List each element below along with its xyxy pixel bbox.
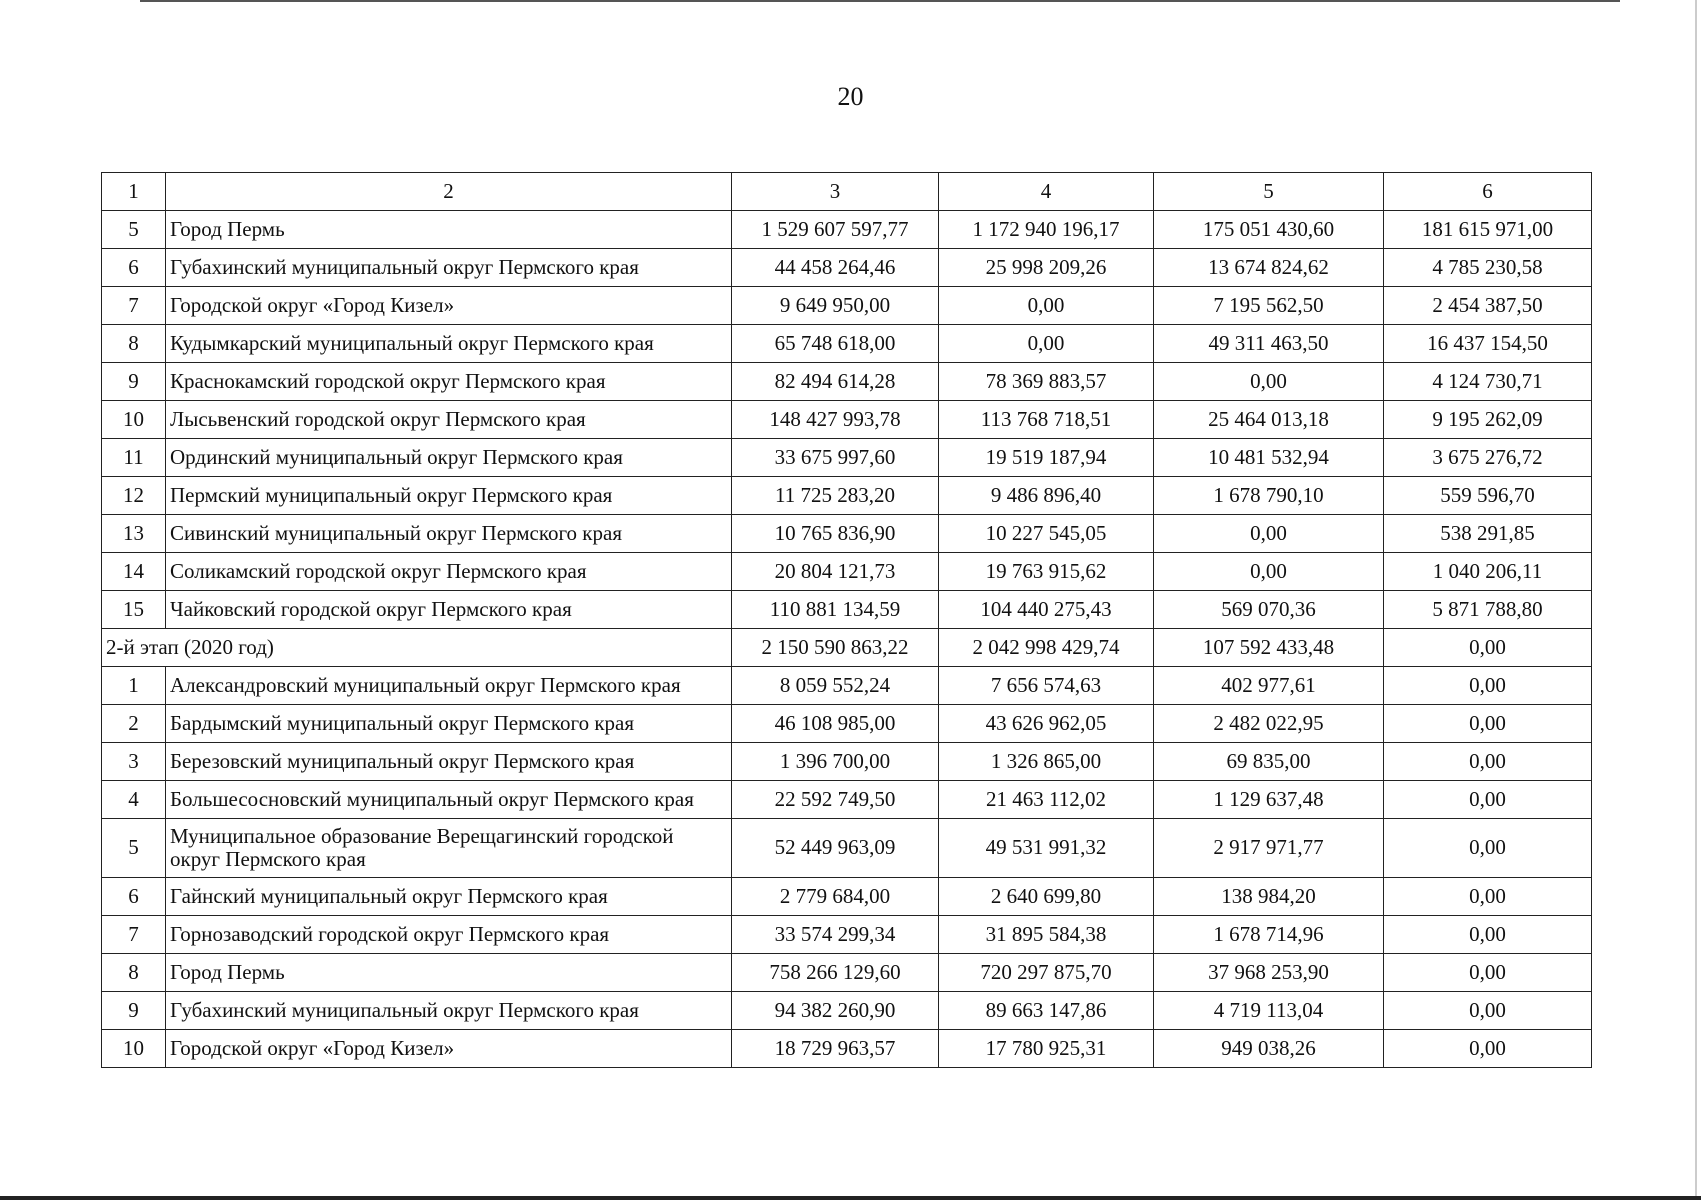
value-col-5: 25 464 013,18 xyxy=(1154,401,1384,439)
value-col-5: 69 835,00 xyxy=(1154,743,1384,781)
value-col-4: 9 486 896,40 xyxy=(939,477,1154,515)
municipality-name: Горнозаводский городской округ Пермского края xyxy=(166,916,732,954)
table-row xyxy=(102,401,1592,439)
row-number: 8 xyxy=(102,954,166,992)
value-col-6: 9 195 262,09 xyxy=(1384,401,1592,439)
value-col-4: 21 463 112,02 xyxy=(939,781,1154,819)
value-col-4: 89 663 147,86 xyxy=(939,992,1154,1030)
stage-total-col-3: 2 150 590 863,22 xyxy=(732,629,939,667)
row-number: 8 xyxy=(102,325,166,363)
value-col-5: 2 917 971,77 xyxy=(1154,819,1384,878)
municipality-name: Ординский муниципальный округ Пермского края xyxy=(166,439,732,477)
value-col-4: 1 326 865,00 xyxy=(939,743,1154,781)
table-row xyxy=(102,1030,1592,1068)
row-number: 12 xyxy=(102,477,166,515)
value-col-3: 20 804 121,73 xyxy=(732,553,939,591)
value-col-5: 2 482 022,95 xyxy=(1154,705,1384,743)
row-number: 1 xyxy=(102,667,166,705)
value-col-3: 33 675 997,60 xyxy=(732,439,939,477)
value-col-6: 4 785 230,58 xyxy=(1384,249,1592,287)
municipality-name: Муниципальное образование Верещагинский городской округ Пермского края xyxy=(166,819,732,878)
value-col-4: 17 780 925,31 xyxy=(939,1030,1154,1068)
table-row xyxy=(102,743,1592,781)
value-col-6: 16 437 154,50 xyxy=(1384,325,1592,363)
table-row xyxy=(102,954,1592,992)
value-col-3: 94 382 260,90 xyxy=(732,992,939,1030)
value-col-3: 33 574 299,34 xyxy=(732,916,939,954)
value-col-6: 0,00 xyxy=(1384,667,1592,705)
municipality-name: Краснокамский городской округ Пермского края xyxy=(166,363,732,401)
municipality-name: Сивинский муниципальный округ Пермского края xyxy=(166,515,732,553)
value-col-3: 8 059 552,24 xyxy=(732,667,939,705)
value-col-5: 0,00 xyxy=(1154,363,1384,401)
row-number: 5 xyxy=(102,211,166,249)
stage-label: 2-й этап (2020 год) xyxy=(102,629,732,667)
municipality-name: Бардымский муниципальный округ Пермского края xyxy=(166,705,732,743)
table-row xyxy=(102,916,1592,954)
stage-total-col-4: 2 042 998 429,74 xyxy=(939,629,1154,667)
header-row xyxy=(102,173,1592,211)
value-col-5: 1 678 790,10 xyxy=(1154,477,1384,515)
table-row xyxy=(102,439,1592,477)
table-body xyxy=(102,173,1592,1068)
value-col-5: 1 129 637,48 xyxy=(1154,781,1384,819)
municipality-name: Город Пермь xyxy=(166,211,732,249)
value-col-4: 104 440 275,43 xyxy=(939,591,1154,629)
table-row xyxy=(102,667,1592,705)
municipality-name: Соликамский городской округ Пермского края xyxy=(166,553,732,591)
value-col-3: 82 494 614,28 xyxy=(732,363,939,401)
header-col-1: 1 xyxy=(102,173,166,211)
row-number: 6 xyxy=(102,878,166,916)
value-col-5: 10 481 532,94 xyxy=(1154,439,1384,477)
scan-edge-bottom xyxy=(0,1196,1701,1200)
value-col-5: 402 977,61 xyxy=(1154,667,1384,705)
table-row xyxy=(102,553,1592,591)
allocation-table xyxy=(101,172,1592,1068)
row-number: 7 xyxy=(102,916,166,954)
value-col-6: 3 675 276,72 xyxy=(1384,439,1592,477)
value-col-5: 7 195 562,50 xyxy=(1154,287,1384,325)
value-col-3: 2 779 684,00 xyxy=(732,878,939,916)
value-col-4: 720 297 875,70 xyxy=(939,954,1154,992)
stage-total-col-6: 0,00 xyxy=(1384,629,1592,667)
value-col-6: 0,00 xyxy=(1384,705,1592,743)
header-col-2: 2 xyxy=(166,173,732,211)
table-row xyxy=(102,705,1592,743)
row-number: 10 xyxy=(102,1030,166,1068)
municipality-name: Лысьвенский городской округ Пермского края xyxy=(166,401,732,439)
municipality-name: Большесосновский муниципальный округ Пермского края xyxy=(166,781,732,819)
value-col-6: 0,00 xyxy=(1384,743,1592,781)
value-col-6: 2 454 387,50 xyxy=(1384,287,1592,325)
value-col-5: 1 678 714,96 xyxy=(1154,916,1384,954)
value-col-6: 0,00 xyxy=(1384,781,1592,819)
table-row xyxy=(102,287,1592,325)
value-col-3: 11 725 283,20 xyxy=(732,477,939,515)
value-col-6: 0,00 xyxy=(1384,878,1592,916)
row-number: 3 xyxy=(102,743,166,781)
value-col-3: 110 881 134,59 xyxy=(732,591,939,629)
municipality-name: Чайковский городской округ Пермского края xyxy=(166,591,732,629)
row-number: 9 xyxy=(102,363,166,401)
row-number: 15 xyxy=(102,591,166,629)
value-col-3: 9 649 950,00 xyxy=(732,287,939,325)
header-col-5: 5 xyxy=(1154,173,1384,211)
value-col-3: 22 592 749,50 xyxy=(732,781,939,819)
table-row xyxy=(102,363,1592,401)
table-row xyxy=(102,515,1592,553)
stage-row xyxy=(102,629,1592,667)
row-number: 4 xyxy=(102,781,166,819)
table-row xyxy=(102,477,1592,515)
row-number: 6 xyxy=(102,249,166,287)
municipality-name: Губахинский муниципальный округ Пермского края xyxy=(166,249,732,287)
municipality-name: Пермский муниципальный округ Пермского края xyxy=(166,477,732,515)
table-row xyxy=(102,992,1592,1030)
value-col-4: 7 656 574,63 xyxy=(939,667,1154,705)
value-col-6: 538 291,85 xyxy=(1384,515,1592,553)
value-col-6: 0,00 xyxy=(1384,819,1592,878)
value-col-5: 4 719 113,04 xyxy=(1154,992,1384,1030)
value-col-6: 559 596,70 xyxy=(1384,477,1592,515)
page-number: 20 xyxy=(837,82,864,111)
header-col-6: 6 xyxy=(1384,173,1592,211)
value-col-3: 65 748 618,00 xyxy=(732,325,939,363)
value-col-4: 0,00 xyxy=(939,287,1154,325)
value-col-4: 19 519 187,94 xyxy=(939,439,1154,477)
value-col-4: 43 626 962,05 xyxy=(939,705,1154,743)
value-col-5: 0,00 xyxy=(1154,515,1384,553)
value-col-5: 37 968 253,90 xyxy=(1154,954,1384,992)
row-number: 2 xyxy=(102,705,166,743)
value-col-5: 949 038,26 xyxy=(1154,1030,1384,1068)
row-number: 10 xyxy=(102,401,166,439)
header-col-3: 3 xyxy=(732,173,939,211)
municipality-name: Губахинский муниципальный округ Пермского края xyxy=(166,992,732,1030)
value-col-6: 0,00 xyxy=(1384,954,1592,992)
row-number: 14 xyxy=(102,553,166,591)
municipality-name: Кудымкарский муниципальный округ Пермского края xyxy=(166,325,732,363)
value-col-4: 31 895 584,38 xyxy=(939,916,1154,954)
row-number: 9 xyxy=(102,992,166,1030)
row-number: 7 xyxy=(102,287,166,325)
municipality-name: Город Пермь xyxy=(166,954,732,992)
value-col-6: 4 124 730,71 xyxy=(1384,363,1592,401)
value-col-6: 1 040 206,11 xyxy=(1384,553,1592,591)
value-col-4: 1 172 940 196,17 xyxy=(939,211,1154,249)
municipality-name: Березовский муниципальный округ Пермского края xyxy=(166,743,732,781)
row-number: 11 xyxy=(102,439,166,477)
value-col-3: 46 108 985,00 xyxy=(732,705,939,743)
value-col-3: 10 765 836,90 xyxy=(732,515,939,553)
value-col-5: 13 674 824,62 xyxy=(1154,249,1384,287)
municipality-name: Городской округ «Город Кизел» xyxy=(166,1030,732,1068)
value-col-3: 758 266 129,60 xyxy=(732,954,939,992)
stage-total-col-5: 107 592 433,48 xyxy=(1154,629,1384,667)
value-col-5: 175 051 430,60 xyxy=(1154,211,1384,249)
row-number: 5 xyxy=(102,819,166,878)
scan-edge-top xyxy=(140,0,1620,2)
value-col-4: 19 763 915,62 xyxy=(939,553,1154,591)
municipality-name: Городской округ «Город Кизел» xyxy=(166,287,732,325)
value-col-4: 0,00 xyxy=(939,325,1154,363)
value-col-4: 25 998 209,26 xyxy=(939,249,1154,287)
value-col-3: 44 458 264,46 xyxy=(732,249,939,287)
value-col-6: 0,00 xyxy=(1384,992,1592,1030)
value-col-4: 2 640 699,80 xyxy=(939,878,1154,916)
header-col-4: 4 xyxy=(939,173,1154,211)
table-row xyxy=(102,591,1592,629)
value-col-4: 49 531 991,32 xyxy=(939,819,1154,878)
value-col-3: 1 529 607 597,77 xyxy=(732,211,939,249)
municipality-name: Гайнский муниципальный округ Пермского края xyxy=(166,878,732,916)
row-number: 13 xyxy=(102,515,166,553)
table-row xyxy=(102,819,1592,878)
value-col-3: 52 449 963,09 xyxy=(732,819,939,878)
value-col-5: 49 311 463,50 xyxy=(1154,325,1384,363)
value-col-4: 10 227 545,05 xyxy=(939,515,1154,553)
value-col-3: 1 396 700,00 xyxy=(732,743,939,781)
table-row xyxy=(102,781,1592,819)
municipality-name: Александровский муниципальный округ Пермского края xyxy=(166,667,732,705)
table-row xyxy=(102,249,1592,287)
value-col-3: 18 729 963,57 xyxy=(732,1030,939,1068)
value-col-5: 569 070,36 xyxy=(1154,591,1384,629)
value-col-6: 5 871 788,80 xyxy=(1384,591,1592,629)
value-col-4: 78 369 883,57 xyxy=(939,363,1154,401)
value-col-5: 0,00 xyxy=(1154,553,1384,591)
value-col-6: 181 615 971,00 xyxy=(1384,211,1592,249)
value-col-6: 0,00 xyxy=(1384,916,1592,954)
value-col-5: 138 984,20 xyxy=(1154,878,1384,916)
table-row xyxy=(102,211,1592,249)
value-col-3: 148 427 993,78 xyxy=(732,401,939,439)
value-col-6: 0,00 xyxy=(1384,1030,1592,1068)
table-row xyxy=(102,325,1592,363)
scan-edge-right xyxy=(1695,0,1697,1200)
value-col-4: 113 768 718,51 xyxy=(939,401,1154,439)
table-row xyxy=(102,878,1592,916)
